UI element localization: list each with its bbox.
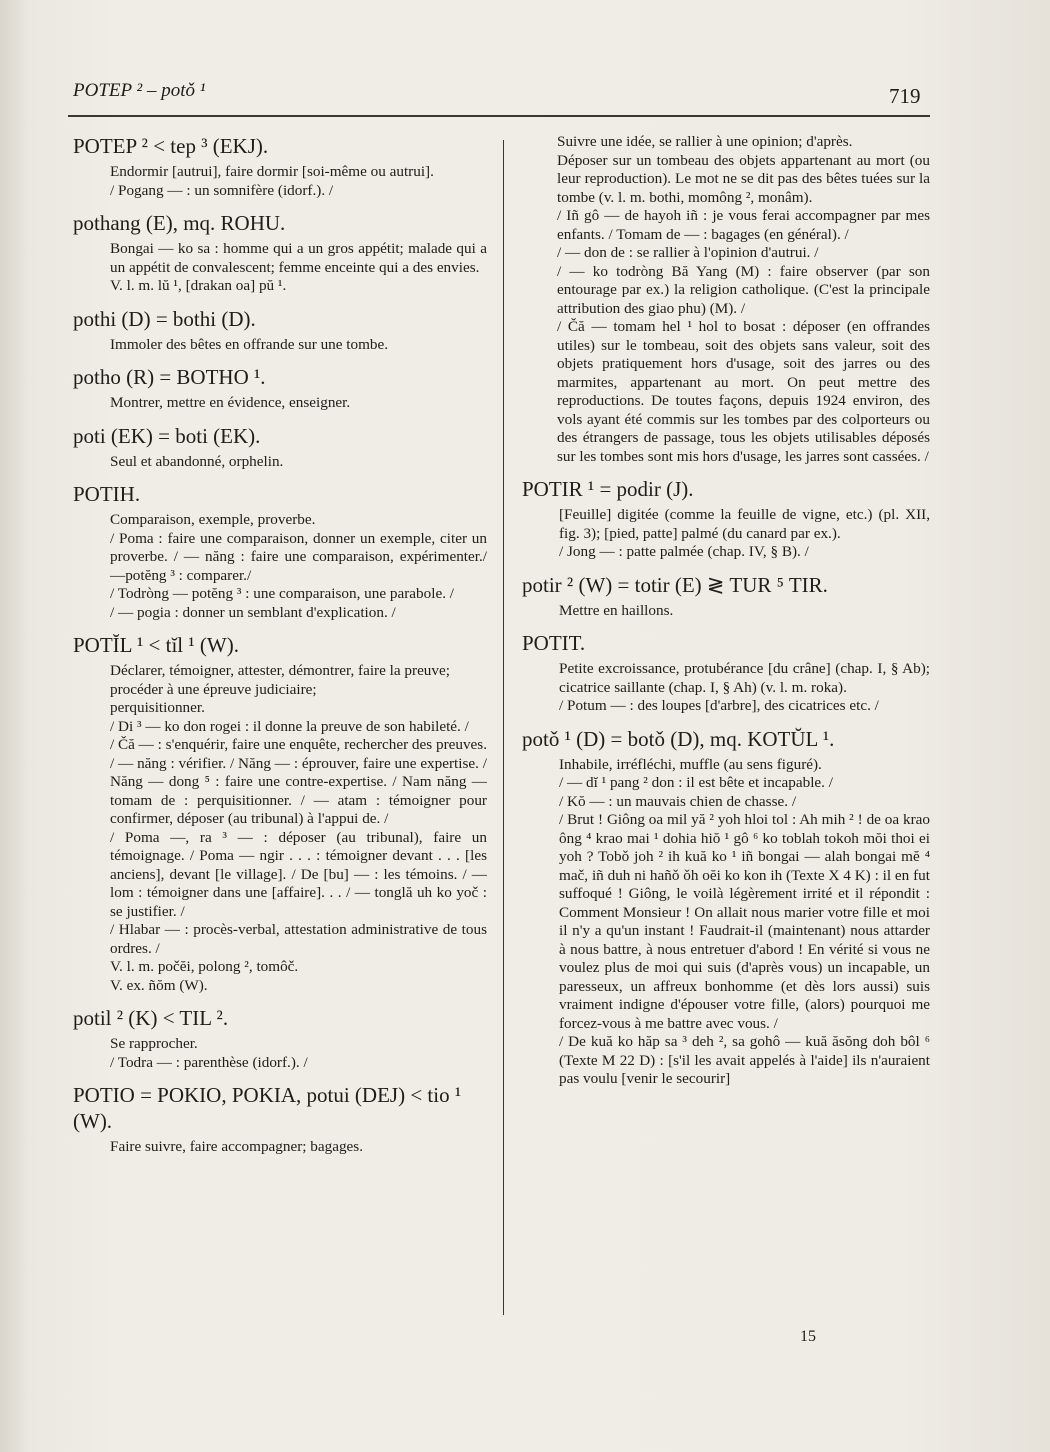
definition: Déclarer, témoigner, attester, démontrer, faire la preuve; [110,662,450,679]
definition: Comparaison, exemple, proverbe. [110,511,316,528]
definition: procéder à une épreuve judiciaire; [110,680,317,698]
definition: Mettre en haillons. [559,601,674,619]
example: / Poma : faire une comparaison, donner un exemple, citer un proverbe. / — năng : faire une comparaison, expérimenter./ —potĕng ³ : comparer./ [110,529,487,584]
definition: [Feuille] digitée (comme la feuille de vigne, etc.) (pl. XII, fig. 3); [pied, patte] palmé (du canard par ex.). [559,506,930,542]
example: / Hlabar — : procès-verbal, attestation administrative de tous ordres. / [110,921,487,957]
definition: Petite excroissance, protubérance [du crâne] (chap. I, § Ab); cicatrice saillante (chap. I, § Ah) (v. l. m. roka). [559,660,930,696]
definition: Déposer sur un tombeau des objets appartenant au mort (ou leur reproduction). Le mot ne se dit pas des bêtes tuées sur la tombe (v. l. m. bothi, momông ², monâm). [557,151,930,206]
entry [522,572,930,621]
definition: Suivre une idée, se rallier à une opinion; d'après. [557,133,853,150]
entry [73,481,487,622]
entry [73,364,487,413]
example: / Pogang — : un somnifère (idorf.). / [110,181,334,199]
example: / Kŏ — : un mauvais chien de chasse. / [559,792,797,810]
example: / — pogia : donner un semblant d'explication. / [110,603,396,621]
cross-reference: V. l. m. počĕi, polong ², tomôč. [110,958,299,975]
page-number: 15 [800,1328,816,1345]
header-rule [68,115,930,117]
entry [522,630,930,716]
definition: Immoler des bêtes en offrande sur une tombe. [110,335,389,353]
definition: Faire suivre, faire accompagner; bagages. [110,1138,364,1155]
entry [73,1082,487,1157]
entry-headword: potir ² (W) = totir (E) ≷ TUR ⁵ TIR. [522,572,828,597]
example: / Poma —, ra ³ — : déposer (au tribunal), faire un témoignage. / Poma — ngir . . . : témoigner devant . . . [les anciens], devant [le village]. / De [bu] — : les témoins. / — lom : témoigner dans une [affaire]. . . / — tonglă uh ko yoč : se justifier. / [110,828,487,920]
definition: Se rapprocher. [110,1035,198,1052]
example: / Brut ! Giông oa mil yă ² yoh hloi tol : Ah mih ² ! de oa krao ông ⁴ krao mai ¹ dohia hiŏ ¹ gô ⁶ ko toblah tokoh mŏi thoi ei yoh ? Tobǒ joh ² ih kuă ko ¹ iñ bongai — alah bongai mĕ ⁴ mač, iñ duh ni hañǒ ǒh oĕi ko kon ih (Texte X 4 K) : il en fut suffoqué ! Giông, le voilà légèrement irrité et il répondit : Comment Monsieur ! On allait nous marier votre fille et moi il n'y a qu'un instant ! Faudrait-il (maintenant) nous attarder à nous battre, à nous entretuer d'abord ! En vérité si vous ne voulez plus de moi qui suis (d'après vous) un incapable, un paresseux, un affreux bonhomme (et dès lors aussi) suis vraiment indigne d'épouser votre fille, (alors) pourquoi me forcez-vous à me battre avec vous. / [559,811,930,1032]
example: / Iñ gô — de hayoh iñ : je vous ferai accompagner par mes enfants. / Tomam de — : bagages (en général). / [557,207,930,243]
entry-headword: potǒ ¹ (D) = botǒ (D), mq. KOTŬL ¹. [522,726,835,751]
definition: Bongai — ko sa : homme qui a un gros appétit; malade qui a un appétit de convalescent; femme enceinte qui a des envies. [110,240,487,276]
example: / — dĭ ¹ pang ² don : il est bête et incapable. / [559,774,833,791]
example: / Čă — : s'enquérir, faire une enquête, rechercher des preuves. / — năng : vérifier. / Năng — : éprouver, faire une expertise. / Năng — dong ⁵ : faire une contre-expertise. / Nam năng — tomam de : perquisitionner. / — atam : témoigner pour confirmer, déposer (au tribunal) à l'appui de. / [110,736,488,827]
example: / Todròng — potĕng ³ : une comparaison, une parabole. / [110,585,455,602]
entry-headword: POTIH. [73,482,141,506]
entry [522,476,930,562]
column-divider [503,140,504,1315]
entry-headword: poti (EK) = boti (EK). [73,423,261,448]
entry-headword: pothi (D) = bothi (D). [73,306,256,331]
example: / Di ³ — ko don rogei : il donne la preuve de son habileté. / [110,717,469,735]
cross-reference: V. ex. ñŏm (W). [110,976,208,994]
entry [522,726,930,1089]
entry [73,210,487,296]
entry [73,1005,487,1072]
left-column [73,133,487,1167]
example: / — don de : se rallier à l'opinion d'autrui. / [557,244,819,261]
entry-headword: potil ² (K) < TIL ². [73,1006,229,1030]
example: / Potum — : des loupes [d'arbre], des cicatrices etc. / [559,697,879,714]
definition: Endormir [autrui], faire dormir [soi-même ou autrui]. [110,163,434,180]
entry [73,632,487,995]
page-header-number: 719 [889,84,921,108]
entry [73,133,487,200]
entry [73,423,487,472]
entry [73,306,487,355]
definition: Seul et abandonné, orphelin. [110,452,284,470]
example: / Todra — : parenthèse (idorf.). / [110,1053,308,1071]
entry-headword: POTIT. [522,631,586,655]
entry-headword: POTEP ² < tep ³ (EKJ). [73,134,269,158]
example: / Čă — tomam hel ¹ hol to bosat : déposer (en offrandes utiles) sur le tombeau, soit des objets sans valeur, soit des objets pratiquement hors d'usage, soit des jarres ou des marmites, appartenant au mort. On peut mettre des reproductions. De toutes façons, depuis 1924 environ, des vols ayant été commis sur les tombes par des colporteurs ou des étrangers de passage, tous les objets utilisables déposés sur les tombes sont mis hors d'usage, les jarres sont cassées. / [557,318,930,465]
entry-headword: potho (R) = BOTHO ¹. [73,365,266,389]
cross-reference: V. l. m. lŭ ¹, [drakan oa] pŭ ¹. [110,277,287,294]
running-header: POTEP ² – potǒ ¹ [73,80,206,101]
definition: Inhabile, irréfléchi, muffle (au sens figuré). [559,755,822,773]
definition: Montrer, mettre en évidence, enseigner. [110,394,351,411]
example: / De kuă ko hăp sa ³ deh ², sa gohô — kuă ăsŏng doh bôl ⁶ (Texte M 22 D) : [s'il les avait appelés à l'aide] ils n'auraient pas voulu [venir le secourir] [559,1033,930,1087]
right-column [522,133,930,1099]
example: / — ko todròng Bă Yang (M) : faire observer (par son entourage par ex.) la religion catholique. (C'est la principale attribution des giao phu) (M). / [557,262,930,317]
entry-headword: POTIO = POKIO, POKIA, potui (DEJ) < tio ¹ (W). [73,1083,462,1133]
definition: perquisitionner. [110,699,205,716]
example: / Jong — : patte palmée (chap. IV, § B). / [559,543,809,560]
entry-headword: pothang (E), mq. ROHU. [73,211,286,235]
entry-continuation [557,133,930,466]
entry-headword: POTIR ¹ = podir (J). [522,477,694,501]
entry-headword: POTĬL ¹ < tĭl ¹ (W). [73,633,239,657]
